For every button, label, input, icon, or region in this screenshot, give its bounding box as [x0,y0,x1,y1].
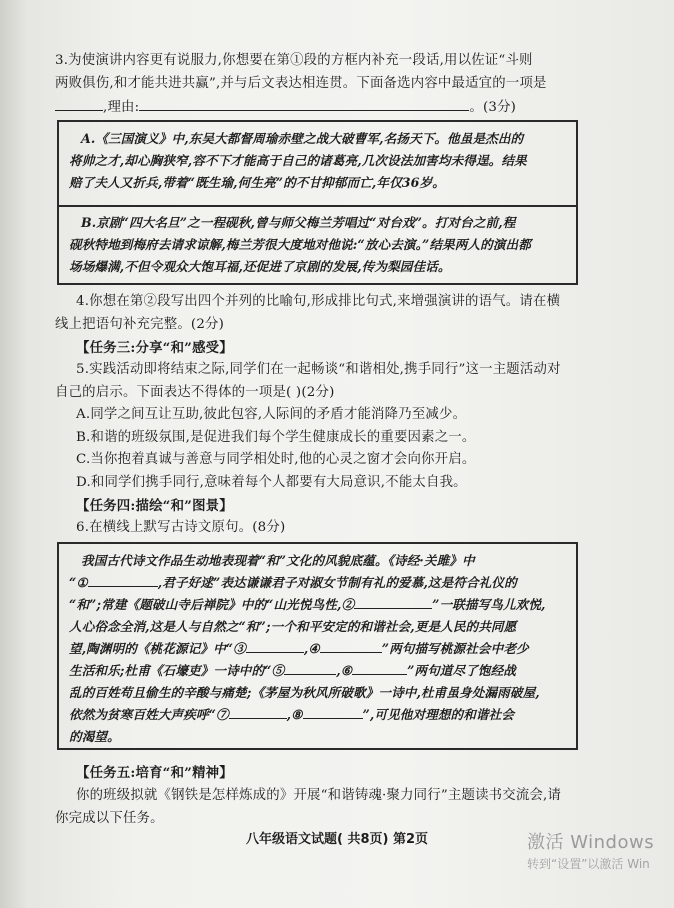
q3-line3 [55,98,615,117]
poem-line6-tail: ”两句道尽了饱经战 [407,663,516,678]
task3-heading: 【任务三:分享“和”感受】 [76,340,233,356]
option-a-line3: 赔了夫人又折兵,带着“既生瑜,何生亮”的不甘抑郁而亡,年仅36岁。 [69,175,445,190]
poem-blank-5[interactable] [284,662,336,675]
poem-line6 [69,662,589,680]
q4-line1: 4.你想在第②段写出四个并列的比喻句,形成排比句式,来增强演讲的语气。请在横 [76,294,561,309]
poem-line6-text: 生活和乐;杜甫《石壕吏》一诗中的“⑤ [69,663,285,678]
poem-line8-text: 依然为贫寒百姓大声疾呼“⑦ [69,707,229,722]
blank-4-label: ,④ [303,641,320,656]
poem-line2 [69,574,589,592]
poem-blank-2[interactable] [354,596,432,609]
poem-line5-tail: ”两句描写桃源社会中老少 [381,641,529,656]
activation-watermark-title: 激活 Windows [527,832,655,853]
answer-blank[interactable] [55,98,103,111]
poem-line5-text: 望,陶渊明的《桃花源记》中“③ [69,641,246,656]
option-a-line2: 将帅之才,却心胸狭窄,容不下才能高于自己的诸葛亮,几次设法加害均未得逞。结果 [69,153,527,168]
task4-heading: 【任务四:描绘“和”图景】 [76,498,233,514]
poem-line4: 人心俗念全消,这是人与自然之“和”;一个和平安定的和谐社会,更是人民的共同愿 [69,619,517,634]
poem-blank-8[interactable] [303,706,363,719]
poem-line8 [69,706,589,724]
poem-line1: 我国古代诗文作品生动地表现着“和”文化的风貌底蕴。《诗经·关雎》中 [81,553,475,568]
option-b-line3: 场场爆满,不但令观众大饱耳福,还促进了京剧的发展,传为梨园佳话。 [69,259,451,274]
reason-blank[interactable] [139,98,469,111]
activation-watermark-subtitle: 转到“设置”以激活 Win [527,857,650,871]
poem-line9: 的渴望。 [69,729,120,744]
poem-blank-3[interactable] [246,640,304,653]
q5-option-d: D.和同学们携手同行,意味着每个人都要有大局意识,不能太自我。 [76,475,467,490]
q4-line2: 线上把语句补充完整。(2分) [55,317,225,332]
task5-line1: 你的班级拟就《钢铁是怎样炼成的》开展“和谐铸魂·聚力同行”主题读书交流会,请 [76,788,562,803]
blank-8-label: ,⑧ [286,707,303,722]
poem-line7: 乱的百姓苟且偷生的辛酸与痛楚;《茅屋为秋风所破歌》一诗中,杜甫虽身处漏雨破屋, [69,685,540,700]
q5-line2: 自己的启示。下面表达不得体的一项是( )(2分) [55,385,335,400]
poem-line3-tail: ”一联描写鸟儿欢悦, [432,597,546,612]
option-a-line1: A.《三国演义》中,东吴大都督周瑜赤壁之战大破曹军,名扬天下。他虽是杰出的 [81,131,524,146]
task5-heading: 【任务五:培育“和”精神】 [76,765,233,781]
poem-line3 [69,596,589,614]
blank-1-label: “① [69,575,88,590]
option-b-line1: B.京剧“四大名旦”之一程砚秋,曾与师父梅兰芳唱过“对台戏”。打对台之前,程 [81,215,516,230]
poem-line5 [69,640,589,658]
blank-6-label: ,⑥ [336,663,353,678]
q5-line1: 5.实践活动即将结束之际,同学们在一起畅谈“和谐相处,携手同行”这一主题活动对 [76,362,561,377]
page-footer: 八年级语文试题( 共8页) 第2页 [245,832,429,847]
q3-score: 。(3分) [469,100,517,115]
option-box [57,120,578,285]
poem-blank-6[interactable] [352,662,407,675]
q3-line2: 两败俱伤,和才能共进共赢”,并与后文表达相连贯。下面备选内容中最适宜的一项是 [55,76,547,91]
q3-line1: 3.为使演讲内容更有说服力,你想要在第①段的方框内补充一段话,用以佐证“斗则 [55,53,533,68]
scan-shadow [0,0,40,908]
q5-option-a: A.同学之间互让互助,彼此包容,人际间的矛盾才能消降乃至减少。 [76,407,467,422]
poem-blank-4[interactable] [320,640,382,653]
q6-prompt: 6.在横线上默写古诗文原句。(8分) [76,520,286,535]
poem-blank-7[interactable] [229,706,287,719]
q3-reason-label: ,理由: [103,100,140,115]
poem-box [57,542,578,750]
poem-blank-1[interactable] [88,574,158,587]
q5-option-c: C.当你抱着真诚与善意与同学相处时,他的心灵之窗才会向你开启。 [76,452,476,467]
poem-line3-text: “和”;常建《题破山寺后禅院》中的“山光悦鸟性,② [69,597,355,612]
task5-line2: 你完成以下任务。 [55,811,164,826]
poem-line8-tail: ”,可见他对理想的和谐社会 [362,707,515,722]
q5-option-b: B.和谐的班级氛围,是促进我们每个学生健康成长的重要因素之一。 [76,430,476,445]
option-b-line2: 砚秋特地到梅府去请求谅解,梅兰芳很大度地对他说:“放心去演。”结果两人的演出都 [69,237,531,252]
poem-line2-text: ,君子好逑”表达谦谦君子对淑女节制有礼的爱慕,这是符合礼仪的 [157,575,517,590]
option-divider [59,205,576,207]
